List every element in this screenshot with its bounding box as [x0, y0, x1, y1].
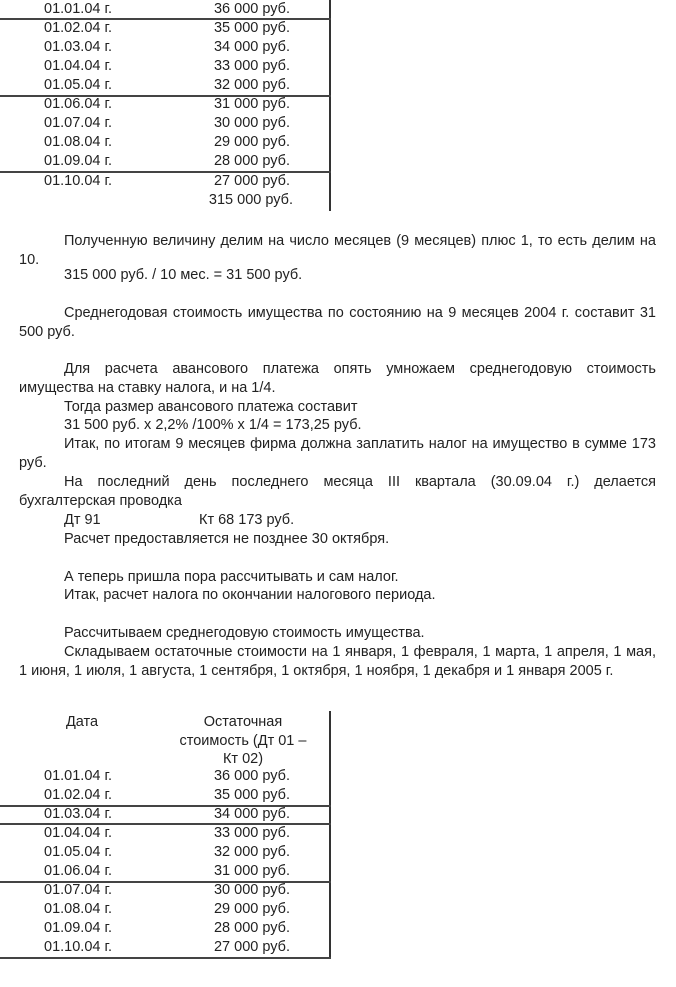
row-value: 31 000 руб. — [213, 96, 290, 112]
row-value: 34 000 руб. — [213, 39, 290, 55]
row-value: 32 000 руб. — [213, 77, 290, 93]
table-row — [0, 133, 330, 152]
row-date: 01.01.04 г. — [44, 768, 113, 784]
table-row — [0, 114, 330, 133]
paragraph-advance-payment-method: Для расчета авансового платежа опять умножаем среднегодовую стоимость имущества на ставку налога, и на 1/4. — [19, 361, 656, 396]
row-value: 34 000 руб. — [213, 806, 290, 822]
row-value: 33 000 руб. — [213, 58, 290, 74]
row-date: 01.02.04 г. — [44, 787, 113, 803]
row-date: 01.08.04 г. — [44, 134, 113, 150]
row-date: 01.08.04 г. — [44, 901, 113, 917]
row-value: 29 000 руб. — [213, 134, 290, 150]
row-value: 27 000 руб. — [213, 939, 290, 955]
row-value: 29 000 руб. — [213, 901, 290, 917]
row-date: 01.09.04 г. — [44, 153, 113, 169]
paragraph-advance-payment-size: Тогда размер авансового платежа составит — [64, 399, 358, 415]
table-row — [0, 152, 330, 171]
table-row — [0, 900, 330, 919]
row-value: 36 000 руб. — [213, 768, 290, 784]
row-date: 01.06.04 г. — [44, 863, 113, 879]
header-line: Остаточная — [203, 714, 283, 730]
entry-credit: Кт 68 173 руб. — [199, 512, 295, 528]
table-total-row — [0, 191, 330, 210]
row-value: 28 000 руб. — [213, 153, 290, 169]
header-line: стоимость (Дт 01 – — [179, 732, 307, 749]
row-value: 27 000 руб. — [213, 173, 290, 189]
row-date: 01.04.04 г. — [44, 825, 113, 841]
paragraph-tax-due-9-months: Итак, по итогам 9 месяцев фирма должна заплатить налог на имущество в сумме 173 руб. — [19, 436, 656, 471]
table-row — [0, 805, 330, 824]
row-date: 01.04.04 г. — [44, 58, 113, 74]
calc-average-value: 315 000 руб. / 10 мес. = 31 500 руб. — [64, 267, 303, 283]
row-date: 01.07.04 г. — [44, 882, 113, 898]
paragraph-deadline: Расчет предоставляется не позднее 30 октября. — [64, 531, 390, 547]
row-value: 35 000 руб. — [213, 787, 290, 803]
table-row — [0, 824, 330, 843]
table-row — [0, 938, 330, 957]
table-row — [0, 172, 330, 191]
paragraph-sum-residual-values: Складываем остаточные стоимости на 1 января, 1 февраля, 1 марта, 1 апреля, 1 мая, 1 июня, 1 июля, 1 августа, 1 сентября, 1 октября, 1 ноября, 1 декабря и 1 января 2005 г. — [19, 644, 656, 679]
row-date: 01.06.04 г. — [44, 96, 113, 112]
row-value: 31 000 руб. — [213, 863, 290, 879]
paragraph-average-value-calc: Рассчитываем среднегодовую стоимость имущества. — [64, 625, 425, 641]
row-date: 01.10.04 г. — [44, 939, 113, 955]
row-value: 30 000 руб. — [213, 115, 290, 131]
column-header-residual-value — [168, 713, 318, 769]
row-date: 01.03.04 г. — [44, 806, 113, 822]
row-date: 01.05.04 г. — [44, 844, 113, 860]
paragraph-average-value-result: Среднегодовая стоимость имущества по состоянию на 9 месяцев 2004 г. составит 31 500 руб. — [19, 305, 656, 340]
row-value: 30 000 руб. — [213, 882, 290, 898]
row-date: 01.01.04 г. — [44, 1, 113, 17]
row-value: 28 000 руб. — [213, 920, 290, 936]
row-value: 35 000 руб. — [213, 20, 290, 36]
paragraph-accounting-entry-intro: На последний день последнего месяца III квартала (30.09.04 г.) делается бухгалтерская проводка — [19, 474, 656, 509]
column-header-date: Дата — [65, 714, 99, 730]
row-value: 33 000 руб. — [213, 825, 290, 841]
paragraph-tax-period-calc: Итак, расчет налога по окончании налогового периода. — [64, 587, 436, 603]
row-date: 01.10.04 г. — [44, 173, 113, 189]
table-row — [0, 881, 330, 900]
paragraph-tax-calc-intro: А теперь пришла пора рассчитывать и сам налог. — [64, 569, 399, 585]
total-value: 315 000 руб. — [208, 192, 293, 208]
table-row — [0, 38, 330, 57]
row-date: 01.03.04 г. — [44, 39, 113, 55]
residual-value-table-year — [0, 705, 331, 965]
table-row — [0, 0, 330, 19]
table-row — [0, 843, 330, 862]
table-row — [0, 862, 330, 881]
row-date: 01.07.04 г. — [44, 115, 113, 131]
table-row — [0, 95, 330, 114]
row-date: 01.09.04 г. — [44, 920, 113, 936]
table-row — [0, 786, 330, 805]
table-row — [0, 57, 330, 76]
table-row — [0, 767, 330, 786]
table-row — [0, 76, 330, 95]
table-border-horizontal — [0, 957, 331, 959]
header-line: Кт 02) — [222, 751, 264, 767]
row-date: 01.05.04 г. — [44, 77, 113, 93]
row-value: 32 000 руб. — [213, 844, 290, 860]
entry-debit: Дт 91 — [64, 512, 101, 528]
residual-value-table-9-months — [0, 0, 331, 215]
paragraph-divide-by-months: Полученную величину делим на число месяцев (9 месяцев) плюс 1, то есть делим на 10. — [19, 233, 656, 268]
calc-advance-payment: 31 500 руб. х 2,2% /100% х 1/4 = 173,25 руб. — [64, 417, 362, 433]
table-row — [0, 919, 330, 938]
row-date: 01.02.04 г. — [44, 20, 113, 36]
table-row — [0, 19, 330, 38]
row-value: 36 000 руб. — [213, 1, 290, 17]
